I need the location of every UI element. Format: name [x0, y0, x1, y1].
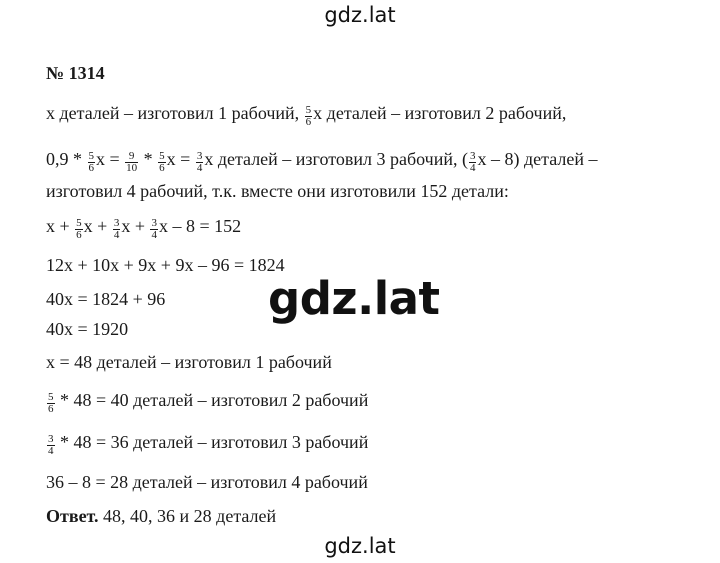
watermark-bottom: gdz.lat	[324, 534, 396, 558]
watermark-top: gdz.lat	[324, 3, 396, 27]
line-1	[46, 102, 566, 128]
line-3: изготовил 4 рабочий, т.к. вместе они изготовили 152 детали:	[46, 181, 509, 201]
watermark-center: gdz.lat	[268, 272, 440, 325]
line-8: x = 48 деталей – изготовил 1 рабочий	[46, 352, 332, 372]
fraction: $\frac{5}{6}$	[76, 217, 82, 242]
problem-number: № 1314	[46, 63, 105, 83]
fraction: $\frac{3}{4}$	[48, 433, 54, 458]
fraction: $\frac{5}{6}$	[305, 104, 312, 129]
fraction: $\frac{3}{4}$	[113, 217, 120, 242]
text: x деталей – изготовил 1 рабочий,	[46, 103, 304, 123]
fraction: $\frac{3}{4}$	[151, 217, 157, 242]
line-5: 12x + 10x + 9x + 9x – 96 = 1824	[46, 255, 285, 275]
answer-label: Ответ.	[46, 506, 99, 526]
fraction: $\frac{5}{6}$	[88, 150, 94, 175]
line-6: 40x = 1824 + 96	[46, 289, 166, 309]
answer-text: 48, 40, 36 и 28 деталей	[98, 506, 277, 526]
line-11: 36 – 8 = 28 деталей – изготовил 4 рабочий	[46, 472, 368, 492]
fraction: $\frac{9}{10}$	[126, 150, 138, 175]
line-7: 40x = 1920	[46, 319, 129, 339]
answer-line	[46, 505, 276, 527]
line-4: x + $\frac{5}{6}$ x + $\frac{3}{4}$ x + $\frac{3}{4}$ x – 8 = 152	[46, 216, 242, 242]
fraction: $\frac{5}{6}$	[159, 150, 165, 175]
fraction: $\frac{3}{4}$	[196, 150, 203, 175]
fraction: $\frac{5}{6}$	[48, 391, 54, 416]
line-10: $\frac{3}{4}$ * 48 = 36 деталей – изготовил 3 рабочий	[48, 432, 369, 458]
line-9: $\frac{5}{6}$ * 48 = 40 деталей – изготовил 2 рабочий	[48, 390, 369, 416]
text: x деталей – изготовил 2 рабочий,	[313, 103, 567, 123]
line-2: 0,9 * $\frac{5}{6}$ x = $\frac{9}{10}$ * $\frac{5}{6}$ x = $\frac{3}{4}$ x деталей – изготовил 3 рабочий, ( $\frac{3}{4}$ x – 8) деталей –	[46, 149, 598, 175]
fraction: $\frac{3}{4}$	[469, 150, 476, 175]
